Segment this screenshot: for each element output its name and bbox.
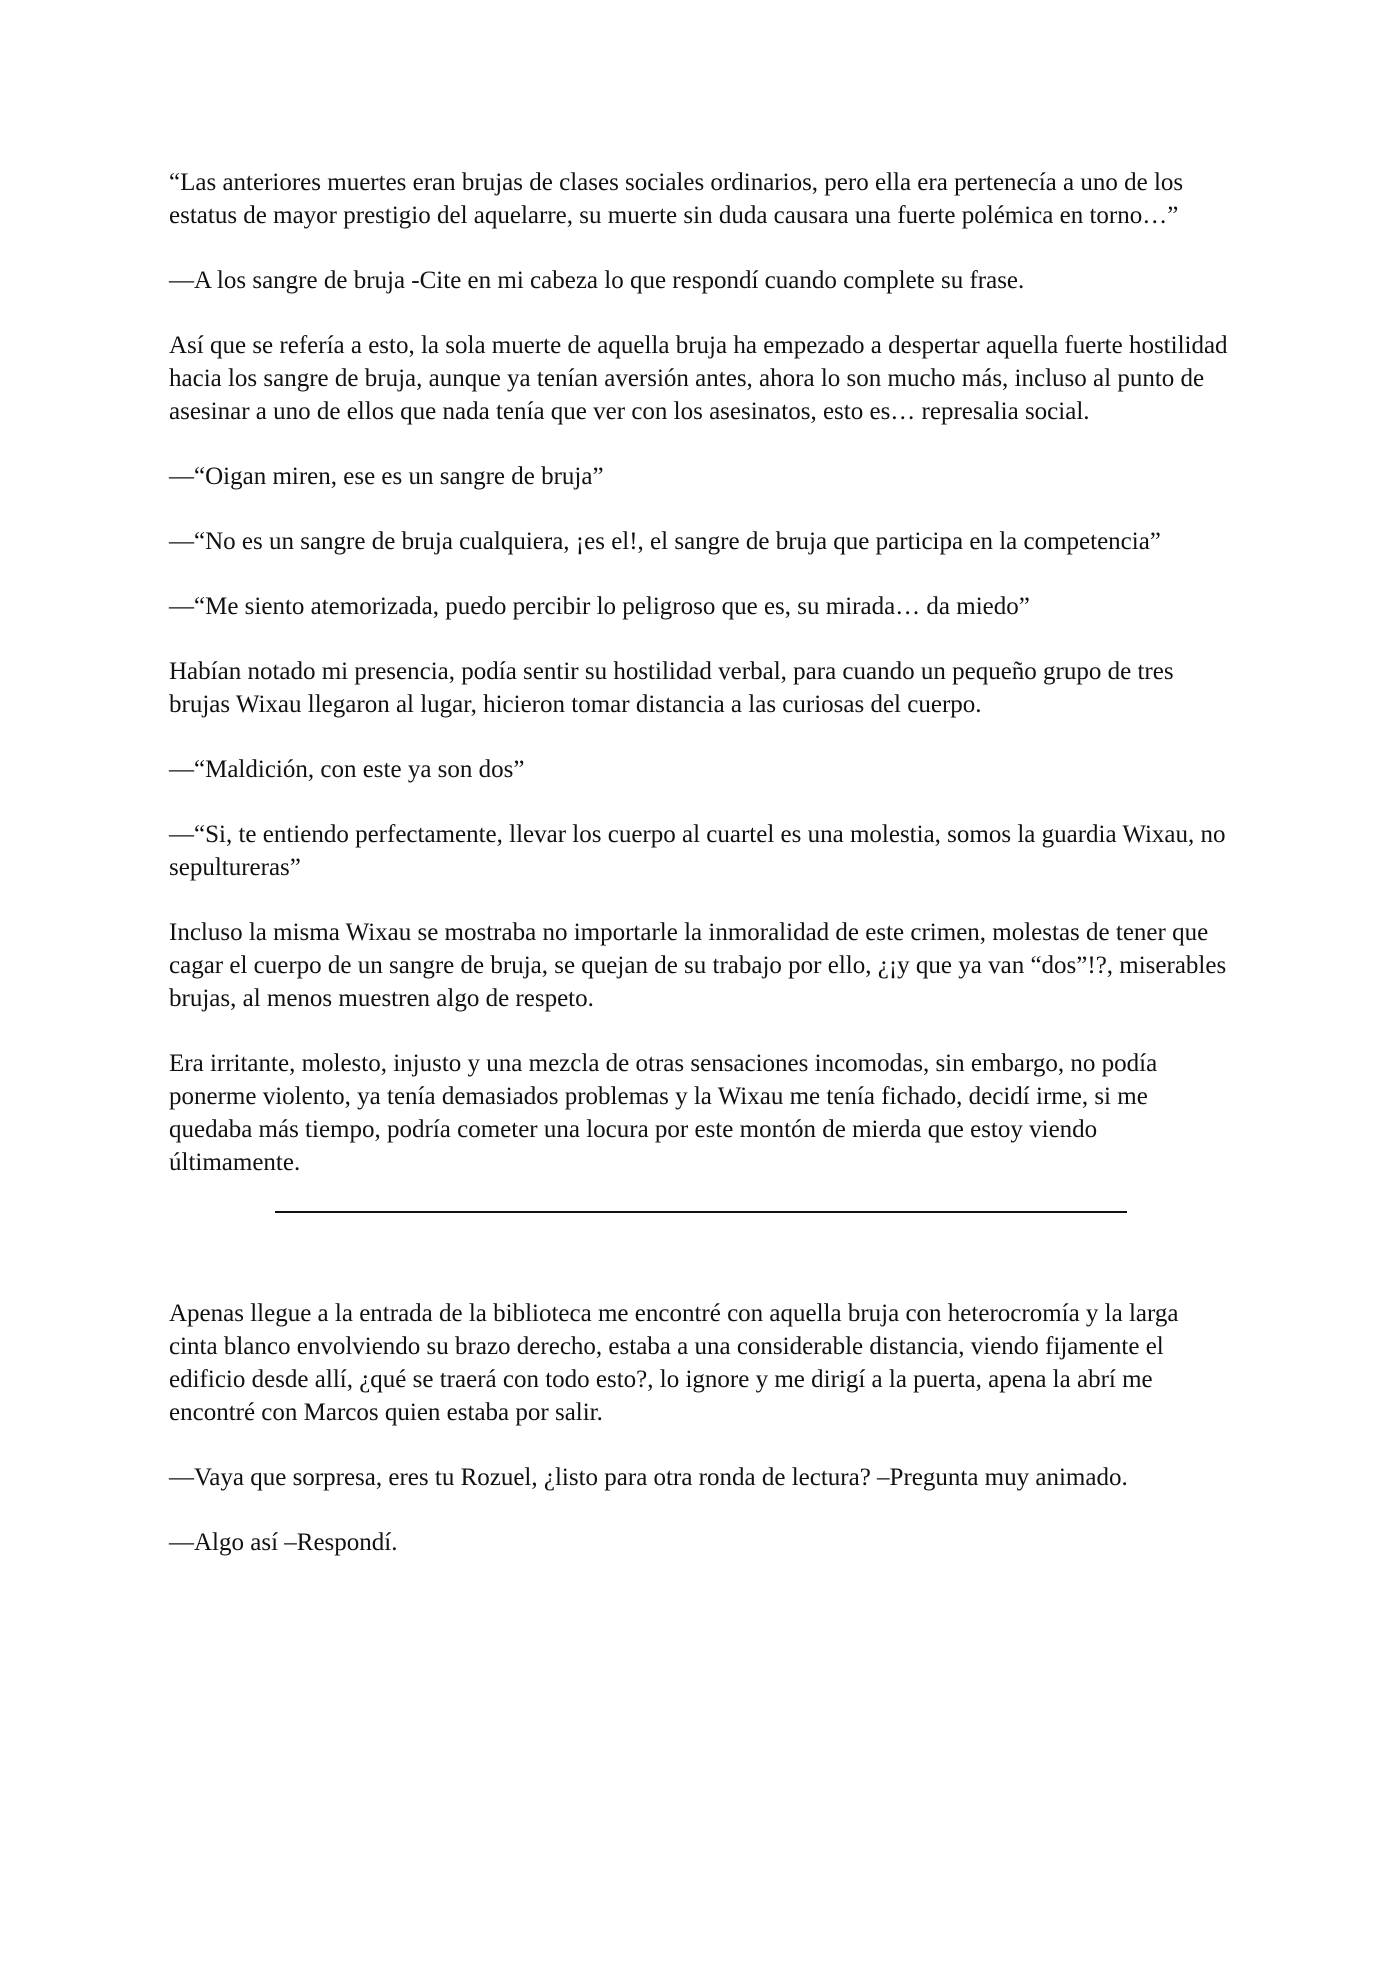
paragraph: —“Maldición, con este ya son dos” [169, 756, 525, 783]
paragraph: —Vaya que sorpresa, eres tu Rozuel, ¿listo para otra ronda de lectura? –Pregunta muy animado. [169, 1464, 1128, 1491]
section-divider [275, 1211, 1127, 1213]
paragraph: Incluso la misma Wixau se mostraba no importarle la inmoralidad de este crimen, molestas de tener que cagar el cuerpo de un sangre de bruja, se quejan de su trabajo por ello, ¿¡y que ya van “dos”!?, miserables brujas, al menos muestren algo de respeto. [169, 919, 1227, 1012]
section-divider-wrapper [169, 1211, 1231, 1213]
document-page [169, 166, 1231, 1591]
paragraph: Habían notado mi presencia, podía sentir su hostilidad verbal, para cuando un pequeño grupo de tres brujas Wixau llegaron al lugar, hicieron tomar distancia a las curiosas del cuerpo. [169, 658, 1174, 718]
paragraph: —“No es un sangre de bruja cualquiera, ¡es el!, el sangre de bruja que participa en la competencia” [169, 528, 1161, 555]
paragraph: Apenas llegue a la entrada de la biblioteca me encontré con aquella bruja con heterocromía y la larga cinta blanco envolviendo su brazo derecho, estaba a una considerable distancia, viendo fijamente el edificio desde allí, ¿qué se traerá con todo esto?, lo ignore y me dirigí a la puerta, apena la abrí me encontré con Marcos quien estaba por salir. [169, 1300, 1179, 1426]
paragraph: —Algo así –Respondí. [169, 1529, 398, 1556]
paragraph: —“Oigan miren, ese es un sangre de bruja” [169, 463, 604, 490]
paragraph: Era irritante, molesto, injusto y una mezcla de otras sensaciones incomodas, sin embargo, no podía ponerme violento, ya tenía demasiados problemas y la Wixau me tenía fichado, decidí irme, si me quedaba más tiempo, podría cometer una locura por este montón de mierda que estoy viendo últimamente. [169, 1050, 1158, 1176]
paragraph: —“Me siento atemorizada, puedo percibir lo peligroso que es, su mirada… da miedo” [169, 593, 1030, 620]
paragraph: —“Si, te entiendo perfectamente, llevar los cuerpo al cuartel es una molestia, somos la guardia Wixau, no sepultureras” [169, 821, 1226, 881]
paragraph: “Las anteriores muertes eran brujas de clases sociales ordinarios, pero ella era pertenecía a uno de los estatus de mayor prestigio del aquelarre, su muerte sin duda causara una fuerte polémica en torno…” [169, 169, 1184, 229]
paragraph: Así que se refería a esto, la sola muerte de aquella bruja ha empezado a despertar aquella fuerte hostilidad hacia los sangre de bruja, aunque ya tenían aversión antes, ahora lo son mucho más, incluso al punto de asesinar a uno de ellos que nada tenía que ver con los asesinatos, esto es… represalia social. [169, 332, 1228, 425]
paragraph: —A los sangre de bruja -Cite en mi cabeza lo que respondí cuando complete su frase. [169, 267, 1025, 294]
